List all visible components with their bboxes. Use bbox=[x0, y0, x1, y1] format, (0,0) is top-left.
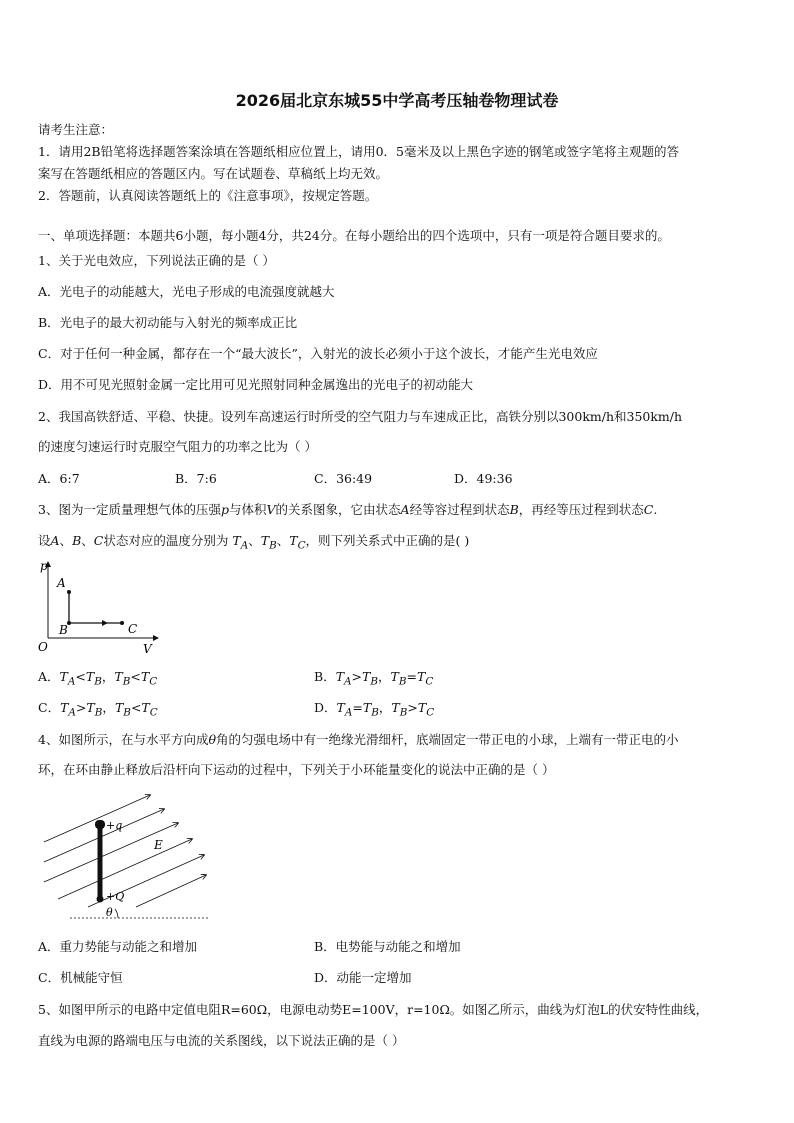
q3-stem-line-1: 3、图为一定质量理想气体的压强p与体积V的关系图象，它由状态A经等容过程到状态B，再经等压过程到状态C. bbox=[38, 502, 658, 517]
q2-stem-line-2: 的速度匀速运行时克服空气阻力的功率之比为（ ） bbox=[38, 439, 317, 454]
q2-option-b: B．7:6 bbox=[175, 471, 217, 486]
v-axis-label: V bbox=[143, 642, 152, 656]
process-arrow bbox=[102, 620, 108, 626]
q3-stem-line-2: 设A、B、C状态对应的温度分别为 $T_A$、$T_B$、$T_C$，则下列关系式中正确的是( ) bbox=[38, 533, 470, 552]
q3-option-c: C．$T_A>T_B$，$T_B<T_C$ bbox=[38, 700, 158, 719]
q4-option-c: C．机械能守恒 bbox=[38, 970, 123, 985]
q1-option-b: B．光电子的最大初动能与入射光的频率成正比 bbox=[38, 315, 298, 330]
notice-heading: 请考生注意： bbox=[38, 122, 114, 137]
fixed-ball bbox=[97, 896, 104, 903]
charge-bigq-label: +Q bbox=[106, 890, 125, 903]
q3-option-b: B．$T_A>T_B$，$T_B=T_C$ bbox=[314, 669, 434, 688]
q3-option-d: D．$T_A=T_B$，$T_B>T_C$ bbox=[314, 700, 435, 719]
p-axis-label: p bbox=[40, 559, 48, 573]
notice-line-1: 1．请用2B铅笔将选择题答案涂填在答题纸相应位置上，请用0．5毫米及以上黑色字迹的钢笔或签字笔将主观题的答 bbox=[38, 144, 679, 159]
q2-option-a: A．6:7 bbox=[38, 471, 80, 486]
notice-line-2: 案写在答题纸相应的答题区内。写在试题卷、草稿纸上均无效。 bbox=[38, 166, 389, 181]
field-lines bbox=[44, 795, 206, 907]
state-a-label: A bbox=[57, 576, 66, 590]
q1-stem: 1、关于光电效应，下列说法正确的是（ ） bbox=[38, 253, 275, 268]
q5-stem-line-2: 直线为电源的路端电压与电流的关系图线，以下说法正确的是（ ） bbox=[38, 1033, 405, 1048]
q4-option-a: A．重力势能与动能之和增加 bbox=[38, 939, 198, 954]
q2-option-d: D．49:36 bbox=[454, 471, 513, 486]
q3-pv-graph bbox=[36, 556, 166, 656]
state-a-point bbox=[67, 590, 71, 594]
small-ring bbox=[95, 820, 105, 829]
exam-title: 2026届北京东城55中学高考压轴卷物理试卷 bbox=[235, 91, 559, 110]
q1-option-d: D．用不可见光照射金属一定比用可见光照射同种金属逸出的光电子的初动能大 bbox=[38, 377, 474, 392]
q5-stem-line-1: 5、如图甲所示的电路中定值电阻R=60Ω，电源电动势E=100V，r=10Ω。如图乙所示，曲线为灯泡L的伏安特性曲线， bbox=[38, 1002, 709, 1017]
q4-field-figure bbox=[40, 787, 210, 922]
theta-arc bbox=[115, 909, 118, 918]
q1-option-a: A．光电子的动能越大，光电子形成的电流强度就越大 bbox=[38, 284, 335, 299]
state-c-label: C bbox=[128, 622, 138, 636]
q4-option-d: D．动能一定增加 bbox=[314, 970, 412, 985]
notice-line-3: 2．答题前，认真阅读答题纸上的《注意事项》，按规定答题。 bbox=[38, 188, 378, 203]
charge-q-label: +q bbox=[106, 819, 123, 832]
q4-stem-line-1: 4、如图所示，在与水平方向成θ角的匀强电场中有一绝缘光滑细杆，底端固定一带正电的小球，上端有一带正电的小 bbox=[38, 732, 679, 747]
origin-label: O bbox=[38, 640, 48, 654]
state-b-label: B bbox=[59, 623, 68, 637]
q2-stem-line-1: 2、我国高铁舒适、平稳、快捷。设列车高速运行时所受的空气阻力与车速成正比，高铁分别以300km/h和350km/h bbox=[38, 409, 683, 424]
q2-option-c: C．36:49 bbox=[314, 471, 373, 486]
field-e-label: E bbox=[154, 838, 163, 852]
q3-option-a: A．$T_A<T_B$，$T_B<T_C$ bbox=[38, 669, 158, 688]
q1-option-c: C．对于任何一种金属，都存在一个“最大波长”，入射光的波长必须小于这个波长，才能产生光电效应 bbox=[38, 346, 598, 361]
q4-option-b: B．电势能与动能之和增加 bbox=[314, 939, 461, 954]
state-c-point bbox=[120, 621, 124, 625]
section-heading: 一、单项选择题：本题共6小题，每小题4分，共24分。在每小题给出的四个选项中，只有一项是符合题目要求的。 bbox=[38, 228, 670, 243]
theta-label: θ bbox=[106, 906, 113, 919]
q4-stem-line-2: 环，在环由静止释放后沿杆向下运动的过程中，下列关于小环能量变化的说法中正确的是（ ） bbox=[38, 762, 555, 777]
